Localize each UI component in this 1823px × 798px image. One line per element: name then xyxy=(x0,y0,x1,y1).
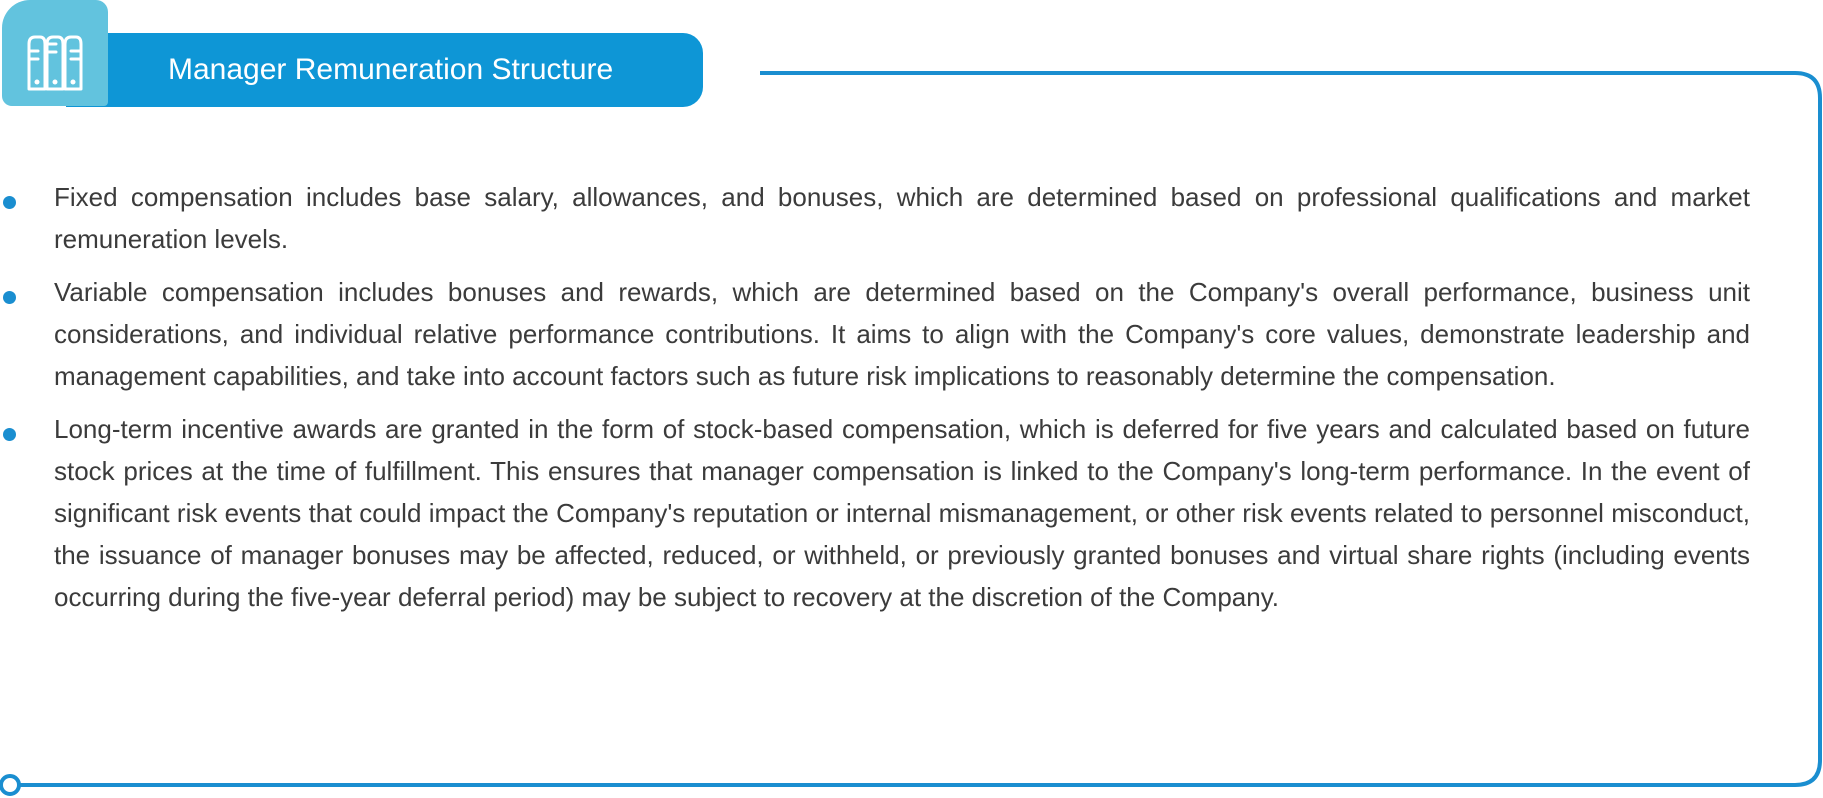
section-title-bar xyxy=(66,33,703,107)
frame-end-circle xyxy=(1,776,19,794)
remuneration-list xyxy=(0,176,1750,629)
bullet-dot-icon xyxy=(3,428,16,441)
list-item xyxy=(0,408,1750,618)
section-title: Manager Remuneration Structure xyxy=(168,53,614,86)
document-columns-icon xyxy=(26,34,84,92)
list-item-text: Long-term incentive awards are granted in the form of stock-based compensation, which is deferred for five years and calculated based on future stock prices at the time of fulfillment. This ensures that manager compensation is linked to the Company's long-term performance. In the event of significant risk events that could impact the Company's reputation or internal mismanagement, or other risk events related to personnel misconduct, the issuance of manager bonuses may be affected, reduced, or withheld, or previously granted bonuses and virtual share rights (including events occurring during the five-year deferral period) may be subject to recovery at the discretion of the Company. xyxy=(54,414,1750,612)
list-item xyxy=(0,271,1750,397)
section-icon-box xyxy=(2,0,108,106)
list-item xyxy=(0,176,1750,260)
bullet-dot-icon xyxy=(3,196,16,209)
list-item-text: Fixed compensation includes base salary, allowances, and bonuses, which are determined based on professional qualifications and market remuneration levels. xyxy=(54,182,1750,254)
bullet-dot-icon xyxy=(3,291,16,304)
list-item-text: Variable compensation includes bonuses and rewards, which are determined based on the Company's overall performance, business unit considerations, and individual relative performance contributions. It aims to align with the Company's core values, demonstrate leadership and management capabilities, and take into account factors such as future risk implications to reasonably determine the compensation. xyxy=(54,277,1750,391)
